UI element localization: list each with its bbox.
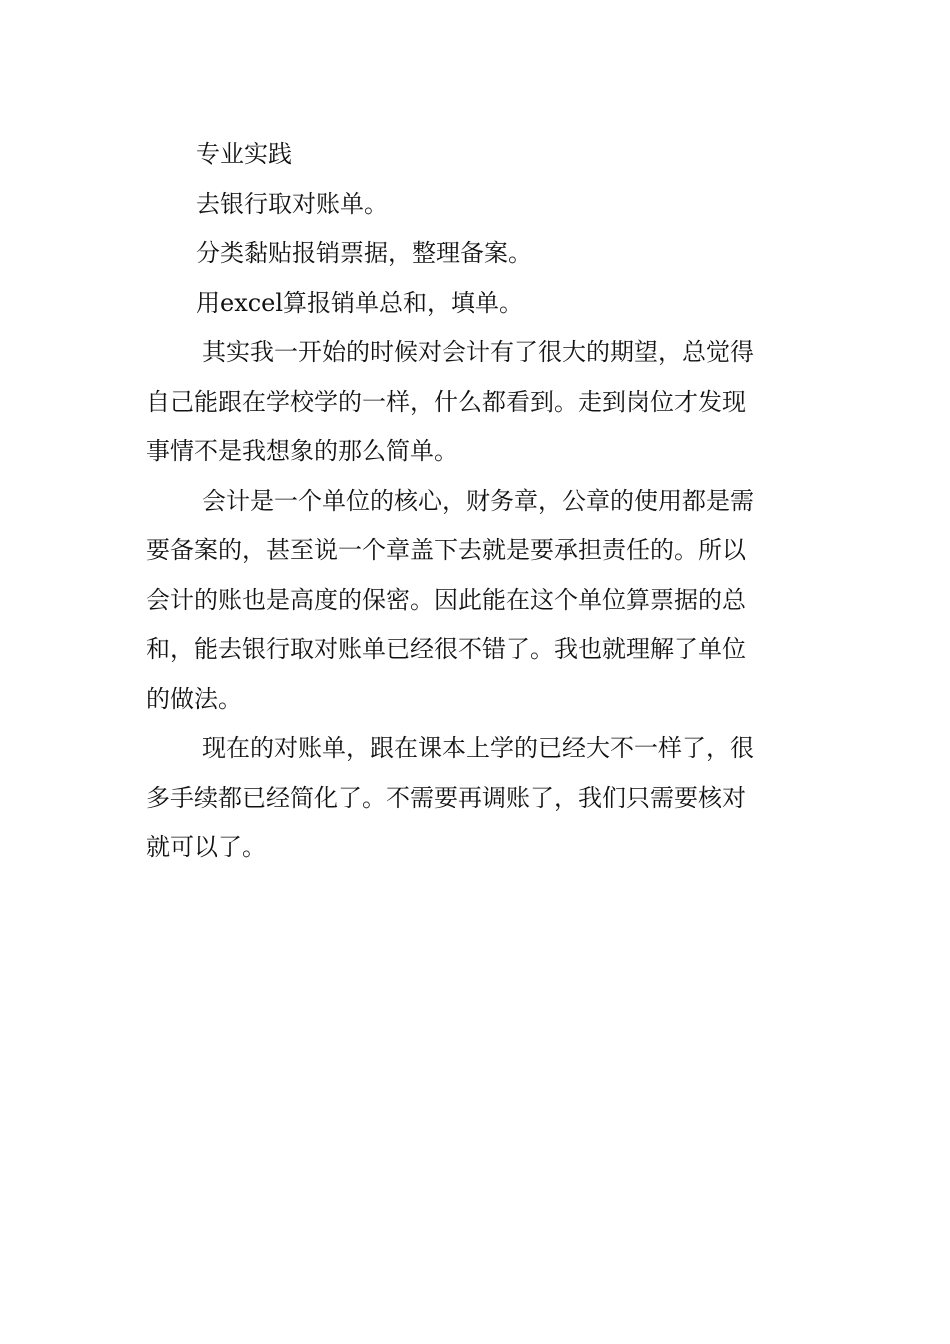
paragraph-line: 其实我一开始的时候对会计有了很大的期望，总觉得 [202,338,754,366]
item-line: 分类黏贴报销票据，整理备案。 [196,239,532,267]
paragraph-line: 自己能跟在学校学的一样，什么都看到。走到岗位才发现 [146,387,746,416]
paragraph-line: 会计是一个单位的核心，财务章，公章的使用都是需 [202,486,754,515]
paragraph-line: 要备案的，甚至说一个章盖下去就是要承担责任的。所以 [146,536,746,564]
paragraph-line: 事情不是我想象的那么简单。 [146,437,458,465]
paragraph [146,477,808,725]
paragraph-line: 和，能去银行取对账单已经很不错了。我也就理解了单位 [146,635,746,663]
paragraph-line: 现在的对账单，跟在课本上学的已经大不一样了，很 [202,734,754,762]
paragraph [146,328,808,477]
paragraph-line: 多手续都已经简化了。不需要再调账了，我们只需要核对 [146,783,746,812]
item-heading: 专业实践 [196,140,292,168]
paragraph-line: 会计的账也是高度的保密。因此能在这个单位算票据的总 [146,585,746,614]
paragraph-line: 的做法。 [146,684,242,713]
item-line: 用excel算报销单总和，填单。 [196,288,524,317]
paragraph-line: 就可以了。 [146,833,266,861]
item-line: 去银行取对账单。 [196,189,388,218]
paragraph [146,724,808,873]
document-body [146,130,808,873]
